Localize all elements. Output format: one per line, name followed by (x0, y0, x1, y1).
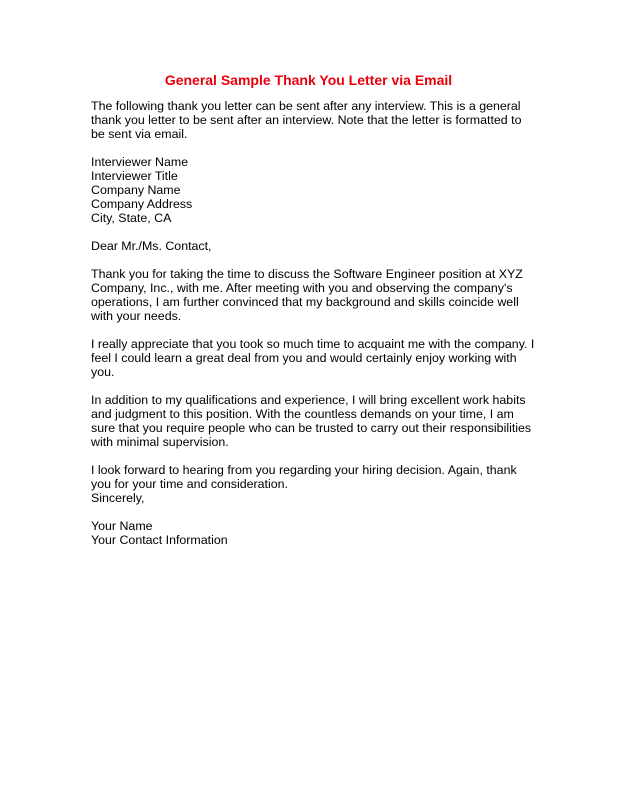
intro-line: be sent via email. (91, 127, 188, 141)
paragraph-line: you. (91, 365, 115, 379)
signature-name: Your Name (91, 519, 153, 533)
paragraph-line: Thank you for taking the time to discuss the Software Engineer position at XYZ (91, 267, 523, 281)
address-line: Interviewer Name (91, 155, 189, 169)
intro-line: The following thank you letter can be sent after any interview. This is a general (91, 99, 521, 113)
document-title: General Sample Thank You Letter via Email (164, 72, 453, 88)
paragraph-line: operations, I am further convinced that my background and skills coincide well (91, 295, 519, 309)
address-line: City, State, CA (91, 211, 172, 225)
address-line: Interviewer Title (91, 169, 178, 183)
paragraph-line: In addition to my qualifications and experience, I will bring excellent work habits (91, 393, 526, 407)
body-paragraph-3 (91, 393, 531, 449)
body-paragraph-1 (91, 267, 531, 323)
paragraph-line: feel I could learn a great deal from you and would certainly enjoy working with (91, 351, 517, 365)
paragraph-line: I really appreciate that you took so much time to acquaint me with the company. I (91, 337, 535, 351)
salutation: Dear Mr./Ms. Contact, (91, 239, 212, 253)
paragraph-line: Company, Inc., with me. After meeting with you and observing the company's (91, 281, 513, 295)
signature-block (91, 519, 531, 547)
paragraph-line: I look forward to hearing from you regarding your hiring decision. Again, thank (91, 463, 517, 477)
intro-paragraph (91, 99, 531, 141)
paragraph-line: you for your time and consideration. (91, 477, 288, 491)
recipient-address (91, 155, 531, 225)
paragraph-line: with minimal supervision. (91, 435, 229, 449)
signature-contact: Your Contact Information (91, 533, 228, 547)
paragraph-line: sure that you require people who can be trusted to carry out their responsibilities (91, 421, 532, 435)
body-paragraph-2 (91, 337, 535, 379)
letter-body (91, 99, 535, 547)
intro-line: thank you letter to be sent after an interview. Note that the letter is formatted to (91, 113, 522, 127)
closing: Sincerely, (91, 491, 145, 505)
address-line: Company Name (91, 183, 181, 197)
paragraph-line: with your needs. (91, 309, 182, 323)
address-line: Company Address (91, 197, 193, 211)
body-paragraph-4 (91, 463, 531, 505)
paragraph-line: and judgment to this position. With the countless demands on your time, I am (91, 407, 514, 421)
